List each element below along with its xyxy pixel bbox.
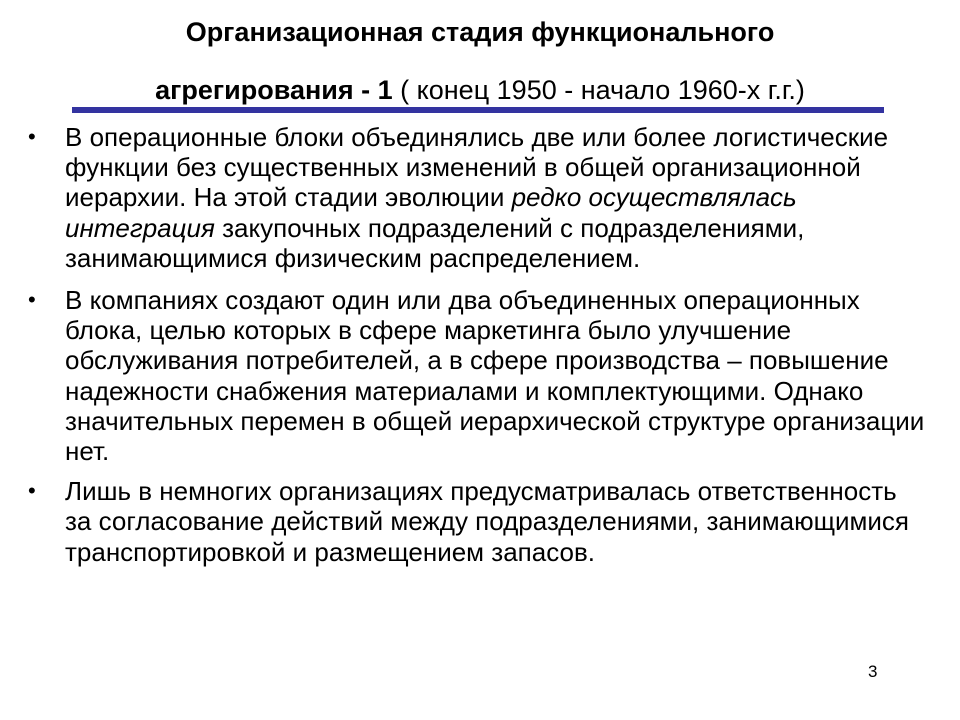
emphasized-text: редко осуществлялась интеграция [65,182,797,243]
slide-title-bold-part: агрегирования - 1 [155,75,393,105]
bullet-item-text: В компаниях создают один или два объединенных операционных блока, целью которых в сфере маркетинга было улучшение обслуживания потребителей, а в сфере производства – повышение надежности снабжения материалами и комплектующими. Однако значительных перемен в общей иерархической структуре организации нет. [65,285,925,467]
bullet-dot-icon: • [28,478,36,504]
bullet-item-text: Лишь в немногих организациях предусматривалась ответственность за согласование действий между подразделениями, занимающимися транспортировкой и размещением запасов. [65,476,909,567]
bullet-dot-icon: • [28,124,36,149]
bullet-item-3 [28,476,928,567]
title-underline-rule [72,107,884,113]
slide-title-line-2 [0,70,960,110]
bullet-item-2 [28,285,928,466]
slide-title-date-range: ( конец 1950 - начало 1960-х г.г.) [392,75,805,105]
bullet-dot-icon: • [28,287,36,313]
bullet-item-text: В операционные блоки объединялись две или более логистические функции без существенных изменений в общей организационной иерархии. На этой стадии эволюции редко осуществлялась интеграция закупочных подразделений с подразделениями, занимающимися физическим распределением. [65,122,889,273]
slide-title-line-1: Организационная стадия функционального [185,17,775,47]
bullet-list [28,122,928,579]
page-number: 3 [868,662,878,681]
bullet-item-1 [28,122,928,273]
